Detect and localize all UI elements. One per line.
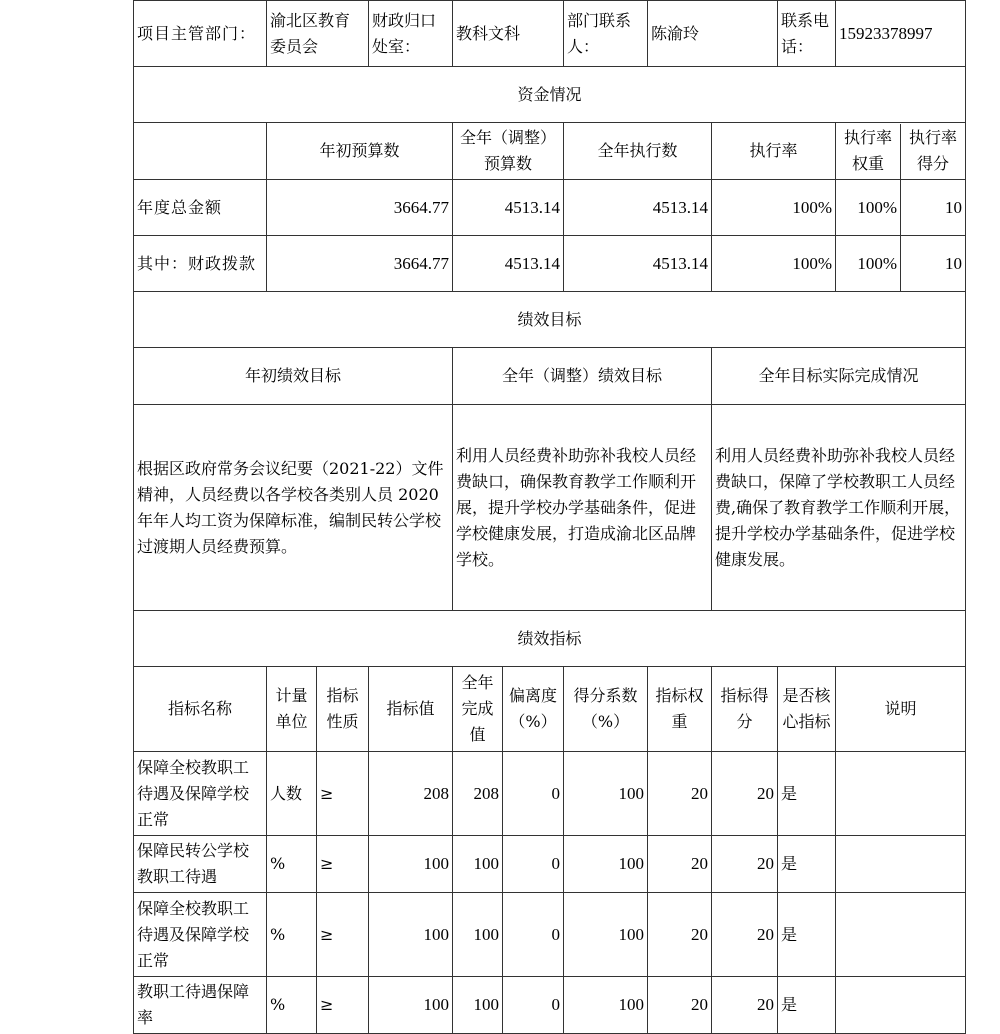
- ind-note: [836, 977, 966, 1034]
- funds-row-score: 10: [945, 253, 963, 273]
- finance-value: 教科文科: [453, 1, 564, 67]
- funds-row-rate: 100%: [712, 236, 836, 292]
- goals-col-initial: 年初绩效目标: [134, 348, 453, 405]
- ind-core: 是: [778, 893, 836, 977]
- funds-row-label: 其中：财政拨款: [134, 236, 267, 292]
- funds-row-executed: 4513.14: [564, 180, 712, 236]
- ind-col-coef: 得分系数（%）: [564, 667, 648, 752]
- ind-name: 保障全校教职工待遇及保障学校正常: [134, 752, 267, 836]
- ind-value: 100: [369, 893, 453, 977]
- ind-note: [836, 836, 966, 893]
- goals-col-actual: 全年目标实际完成情况: [712, 348, 966, 405]
- finance-label: 财政归口处室：: [369, 1, 453, 67]
- ind-coef: 100: [564, 752, 648, 836]
- goals-col-adjusted: 全年（调整）绩效目标: [453, 348, 712, 405]
- phone-value: 15923378997: [836, 1, 966, 67]
- ind-deviation: 0: [503, 893, 564, 977]
- ind-core: 是: [778, 977, 836, 1034]
- ind-col-weight: 指标权重: [648, 667, 712, 752]
- ind-deviation: 0: [503, 977, 564, 1034]
- ind-score: 20: [712, 752, 778, 836]
- indicator-row: [134, 893, 966, 977]
- funds-row-score: 10: [945, 197, 963, 217]
- ind-value: 100: [369, 977, 453, 1034]
- funds-title-row: [134, 67, 966, 123]
- ind-note: [836, 752, 966, 836]
- ind-name: 保障全校教职工待遇及保障学校正常: [134, 893, 267, 977]
- ind-col-nature: 指标性质: [317, 667, 369, 752]
- funds-row-weight: 100%: [836, 236, 901, 291]
- funds-row-initial: 3664.77: [267, 236, 453, 292]
- funds-row: [134, 180, 966, 236]
- funds-col-score: 执行率得分: [909, 128, 958, 173]
- ind-nature: ≥: [317, 893, 369, 977]
- funds-row-weight-score: [836, 236, 966, 292]
- goals-adjusted-text: 利用人员经费补助弥补我校人员经费缺口，确保教育教学工作顺利开展，提升学校办学基础条件，促进学校健康发展，打造成渝北区品牌学校。: [453, 405, 712, 611]
- ind-weight: 20: [648, 836, 712, 893]
- indicator-row: [134, 752, 966, 836]
- ind-coef: 100: [564, 836, 648, 893]
- contact-value: 陈渝玲: [648, 1, 778, 67]
- ind-coef: 100: [564, 893, 648, 977]
- ind-col-core: 是否核心指标: [778, 667, 836, 752]
- goals-actual-text: 利用人员经费补助弥补我校人员经费缺口，保障了学校教职工人员经费,确保了教育教学工作顺利开展，提升学校办学基础条件，促进学校健康发展。: [712, 405, 966, 611]
- funds-col-weight: 执行率权重: [836, 124, 901, 179]
- dept-label: 项目主管部门：: [134, 1, 267, 67]
- funds-col-rate: 执行率: [712, 123, 836, 180]
- funds-row-weight: 100%: [836, 180, 901, 235]
- ind-col-value: 指标值: [369, 667, 453, 752]
- ind-unit: %: [267, 836, 317, 893]
- ind-core: 是: [778, 752, 836, 836]
- contact-label: 部门联系人：: [564, 1, 648, 67]
- ind-score: 20: [712, 893, 778, 977]
- ind-nature: ≥: [317, 752, 369, 836]
- ind-weight: 20: [648, 893, 712, 977]
- indicators-title-row: [134, 611, 966, 667]
- funds-row-executed: 4513.14: [564, 236, 712, 292]
- ind-complete: 100: [453, 977, 503, 1034]
- funds-row-adjusted: 4513.14: [453, 180, 564, 236]
- ind-col-deviation: 偏离度（%）: [503, 667, 564, 752]
- ind-col-name: 指标名称: [134, 667, 267, 752]
- funds-row: [134, 236, 966, 292]
- ind-weight: 20: [648, 752, 712, 836]
- ind-col-score: 指标得分: [712, 667, 778, 752]
- indicator-row: [134, 836, 966, 893]
- ind-coef: 100: [564, 977, 648, 1034]
- ind-complete: 208: [453, 752, 503, 836]
- ind-complete: 100: [453, 893, 503, 977]
- indicators-section-title: 绩效指标: [134, 611, 966, 667]
- ind-weight: 20: [648, 977, 712, 1034]
- dept-value: 渝北区教育委员会: [267, 1, 369, 67]
- header-row: [134, 1, 966, 67]
- ind-value: 100: [369, 836, 453, 893]
- ind-score: 20: [712, 836, 778, 893]
- funds-row-adjusted: 4513.14: [453, 236, 564, 292]
- ind-core: 是: [778, 836, 836, 893]
- ind-col-unit: 计量单位: [267, 667, 317, 752]
- phone-label: 联系电话：: [778, 1, 836, 67]
- funds-section-title: 资金情况: [134, 67, 966, 123]
- funds-row-rate: 100%: [712, 180, 836, 236]
- ind-unit: %: [267, 893, 317, 977]
- ind-deviation: 0: [503, 752, 564, 836]
- ind-nature: ≥: [317, 836, 369, 893]
- funds-col-initial: 年初预算数: [267, 123, 453, 180]
- goals-header-row: [134, 348, 966, 405]
- goals-title-row: [134, 292, 966, 348]
- funds-row-weight-score: [836, 180, 966, 236]
- ind-unit: 人数: [267, 752, 317, 836]
- funds-col-weight-score: [836, 123, 966, 180]
- goals-initial-text: 根据区政府常务会议纪要（2021-22）文件精神，人员经费以各学校各类别人员 2020 年年人均工资为保障标准，编制民转公学校过渡期人员经费预算。: [134, 405, 453, 611]
- indicators-header-row: [134, 667, 966, 752]
- goals-content-row: [134, 405, 966, 611]
- ind-name: 保障民转公学校教职工待遇: [134, 836, 267, 893]
- ind-name: 教职工待遇保障率: [134, 977, 267, 1034]
- funds-header-row: [134, 123, 966, 180]
- ind-unit: %: [267, 977, 317, 1034]
- ind-value: 208: [369, 752, 453, 836]
- performance-table: [133, 0, 966, 1034]
- ind-note: [836, 893, 966, 977]
- funds-col-executed: 全年执行数: [564, 123, 712, 180]
- goals-section-title: 绩效目标: [134, 292, 966, 348]
- funds-row-initial: 3664.77: [267, 180, 453, 236]
- ind-complete: 100: [453, 836, 503, 893]
- ind-col-note: 说明: [836, 667, 966, 752]
- indicator-row: [134, 977, 966, 1034]
- funds-row-label: 年度总金额: [134, 180, 267, 236]
- ind-col-complete: 全年完成值: [453, 667, 503, 752]
- ind-score: 20: [712, 977, 778, 1034]
- ind-deviation: 0: [503, 836, 564, 893]
- funds-header-blank: [134, 123, 267, 180]
- ind-nature: ≥: [317, 977, 369, 1034]
- funds-col-adjusted: 全年（调整）预算数: [453, 123, 564, 180]
